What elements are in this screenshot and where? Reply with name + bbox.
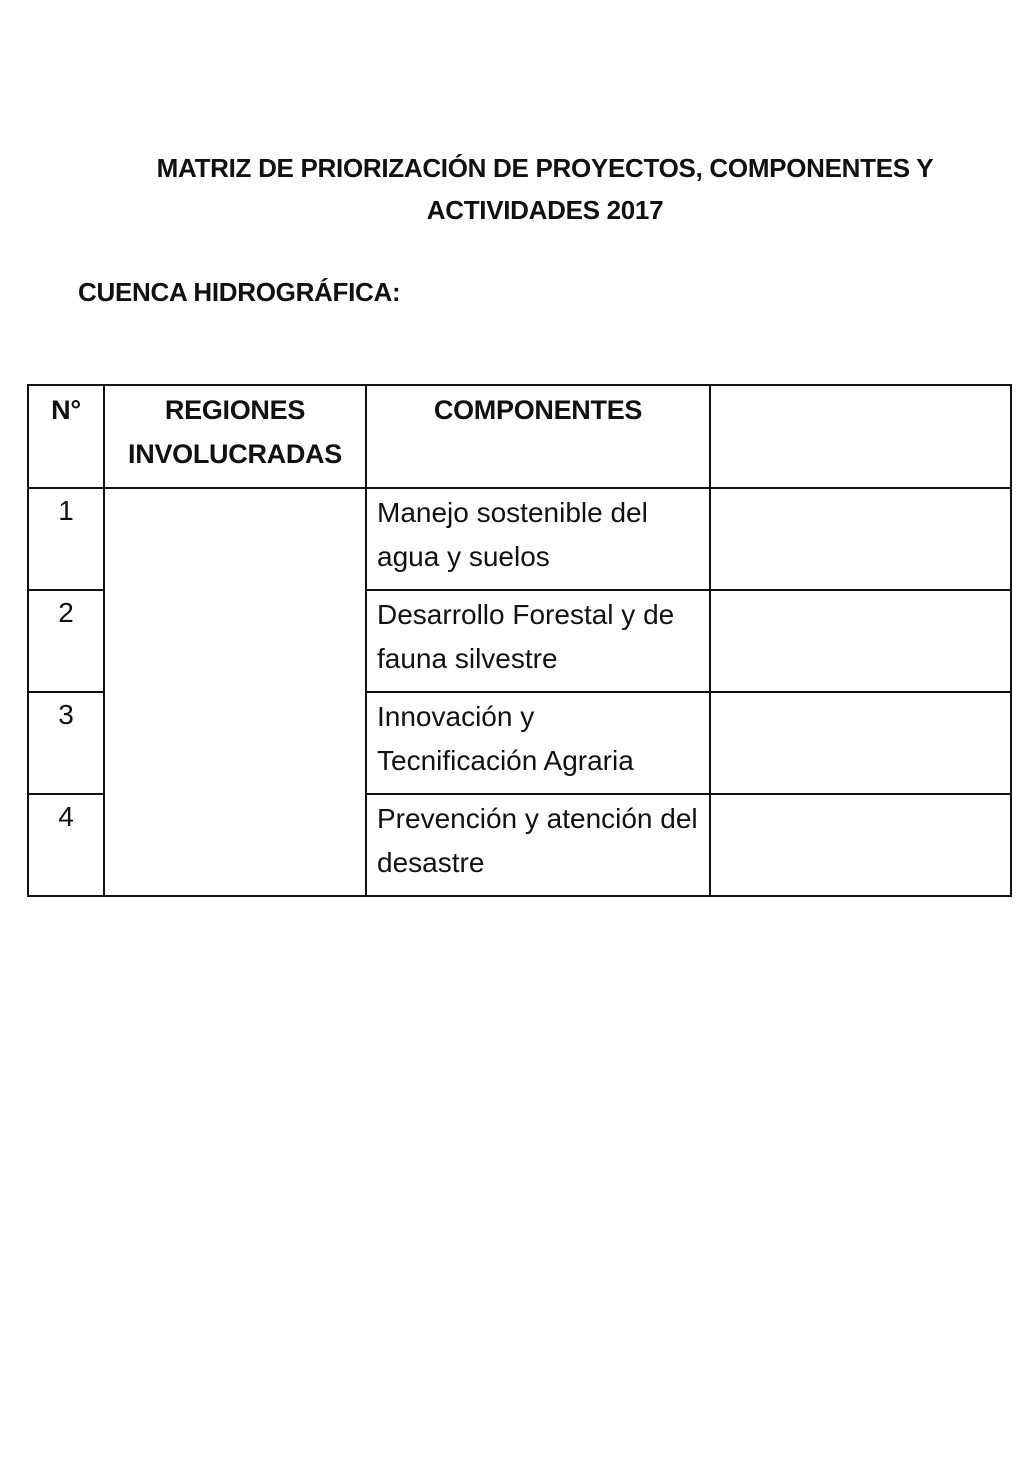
header-components: COMPONENTES — [366, 385, 710, 488]
table-row — [28, 488, 1011, 590]
header-regions-line-1: REGIONES — [164, 395, 306, 425]
regions-cell — [104, 488, 366, 896]
row-extra-cell — [710, 692, 1011, 794]
row-component: Prevención y atención del desastre — [366, 794, 710, 896]
row-extra-cell — [710, 488, 1011, 590]
row-extra-cell — [710, 794, 1011, 896]
header-regions-line-2: INVOLUCRADAS — [128, 439, 342, 469]
header-regions — [104, 385, 366, 488]
row-component: Desarrollo Forestal y de fauna silvestre — [366, 590, 710, 692]
row-number: 2 — [28, 590, 104, 692]
priority-matrix-table — [27, 384, 1012, 897]
row-number: 3 — [28, 692, 104, 794]
document-title-line-1: MATRIZ DE PRIORIZACIÓN DE PROYECTOS, COMPONENTES Y — [156, 153, 934, 183]
header-number: N° — [28, 385, 104, 488]
row-extra-cell — [710, 590, 1011, 692]
document-title-line-2: ACTIVIDADES 2017 — [426, 195, 664, 225]
row-component: Manejo sostenible del agua y suelos — [366, 488, 710, 590]
row-number: 4 — [28, 794, 104, 896]
table-header-row — [28, 385, 1011, 488]
header-extra — [710, 385, 1011, 488]
row-component: Innovación y Tecnificación Agraria — [366, 692, 710, 794]
row-number: 1 — [28, 488, 104, 590]
basin-label: CUENCA HIDROGRÁFICA: — [78, 277, 401, 307]
document-title — [100, 147, 990, 231]
